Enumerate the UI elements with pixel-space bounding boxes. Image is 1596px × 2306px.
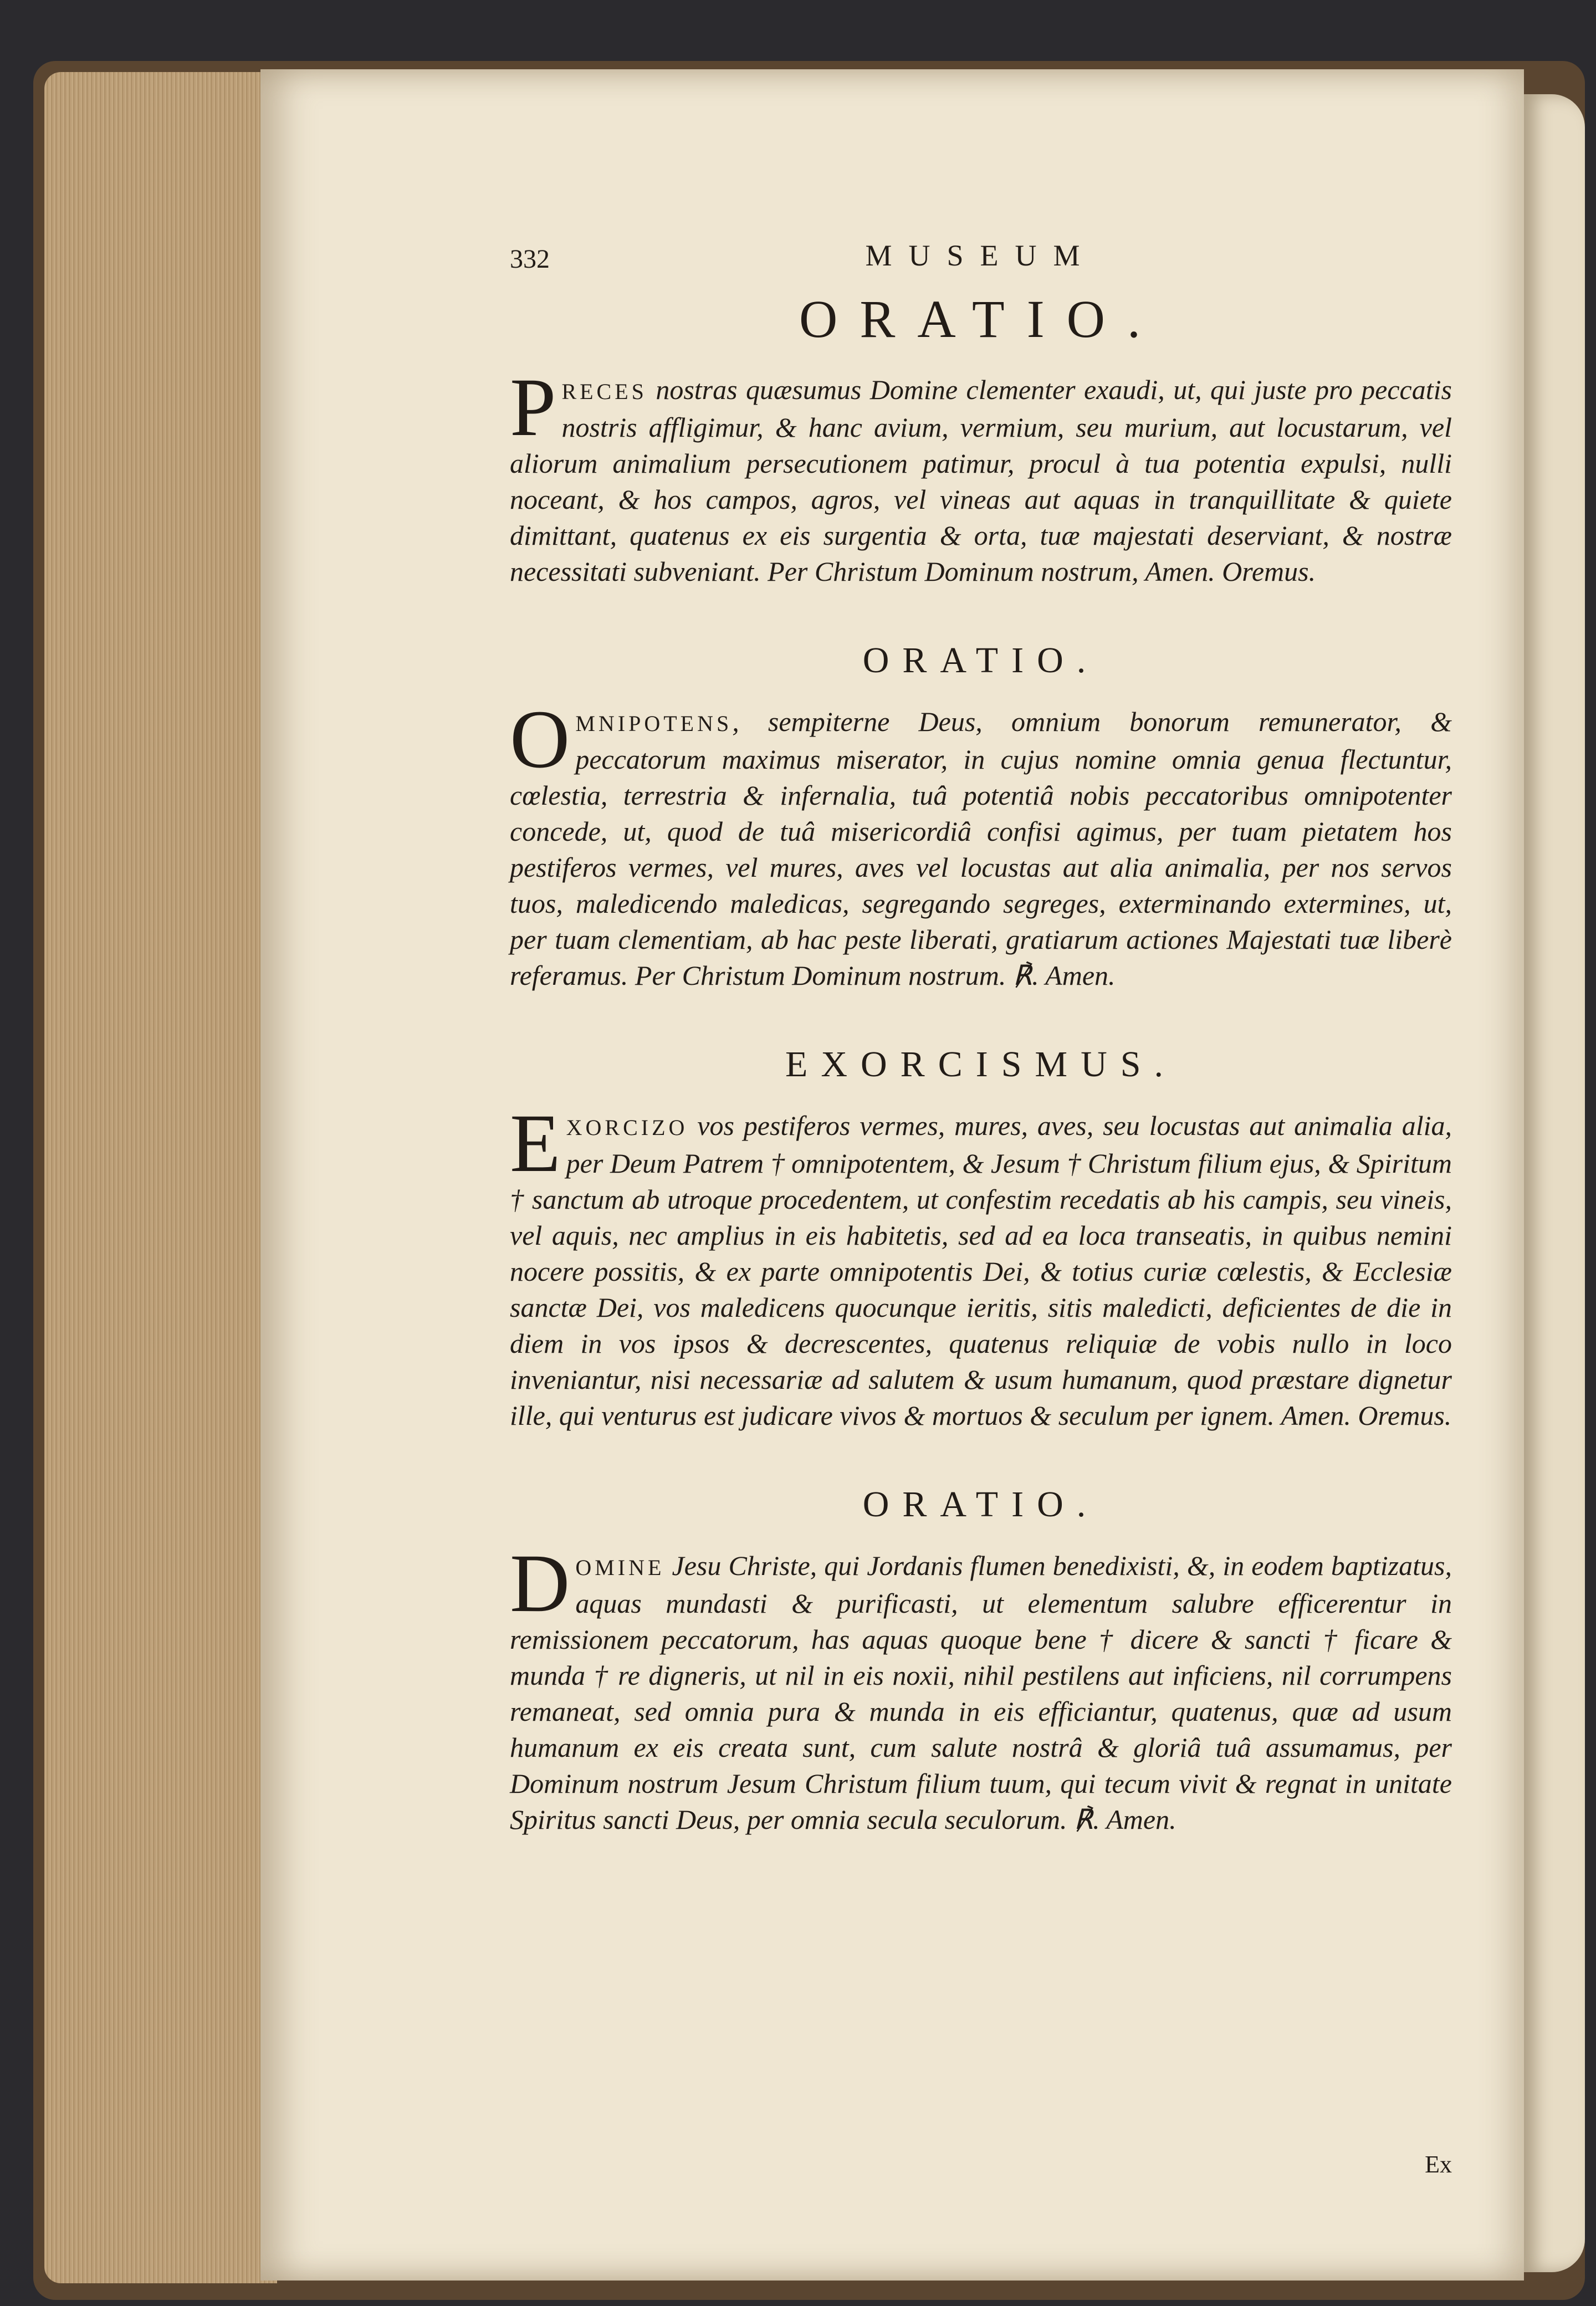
page-number: 332 (510, 244, 550, 274)
body-text-2: , sempiterne Deus, omnium bonorum remunerator, & peccatorum maximus miserator, in cujus nomine omnia genua flectuntur, cœlestia, terrestria & infernalia, tuâ potentiâ nobis peccatoribus omnipotenter concede, ut, quod de tuâ misericordiâ confisi agimus, per tuam pietatem hos pestiferos vermes, vel mures, aves vel locustas aut alia animalia, per nos servos tuos, maledicendo maledicas, segregando segreges, exterminando extermines, ut, per tuam clementiam, ab hac peste liberati, gratiarum actiones Majestati tuæ liberè referamus. Per Christum Dominum nostrum. ℟. Amen. (510, 706, 1452, 991)
section-text-2 (510, 693, 1452, 994)
body-text-3: vos pestiferos vermes, mures, aves, seu locustas aut animalia alia, per Deum Patrem † omnipotentem, & Jesum † Christum filium ejus, & Spiritum † sanctum ab utroque procedentem, ut confestim recedatis ab his campis, seu vineis, vel aquis, nec amplius in eis habitetis, sed ad ea loca transeatis, in quibus nemini nocere possitis, & ex parte omnipotentis Dei, & totius curiæ cœlestis, & Ecclesiæ sanctæ Dei, vos maledicens quocunque ieritis, sitis maledicti, deficientes de die in diem in vos ipsos & decrescentes, quatenus reliquiæ de vobis nullo in loco inveniantur, nisi necessariæ ad salutem & usum humanum, quod præstare dignetur ille, qui venturus est judicare vivos & mortuos & seculum per ignem. Amen. Oremus. (510, 1110, 1452, 1431)
drop-cap-1: P (510, 361, 556, 453)
drop-cap-4: D (510, 1537, 570, 1629)
drop-cap-3: E (510, 1097, 561, 1189)
running-title: MUSEUM (865, 239, 1097, 272)
facing-page-edge (1524, 94, 1585, 2272)
body-text-1: nostras quæsumus Domine clementer exaudi, ut, qui juste pro peccatis nostris affligimur, & hanc avium, vermium, seu murium, aut locustarum, vel aliorum animalium persecutionem patimur, procul à tua potentia expulsi, nulli noceant, & hos campos, agros, vel vineas aut aquas in tranquillitate & quiete dimittant, quatenus ex eis surgentia & orta, tuæ majestati deserviant, & nostræ necessitati subveniant. Per Christum Dominum nostrum, Amen. Oremus. (510, 374, 1452, 587)
first-word-2: MNIPOTENS (575, 711, 733, 736)
body-text-4: Jesu Christe, qui Jordanis flumen benedixisti, &, in eodem baptizatus, aquas mundasti & purificasti, ut elementum salubre efficerentur in remissionem peccatorum, has aquas quoque bene † dicere & sancti † ficare & munda † re digneris, ut nil in eis noxii, nihil pestilens aut inficiens, nil corrumpens remaneat, sed omnia pura & munda in eis efficiantur, quatenus, quæ ad usum humanum ex eis creata sunt, cum salute nostrâ & gloriâ tuâ assumamus, per Dominum nostrum Jesum Christum filium tuum, qui tecum vivit & regnat in unitate Spiritus sancti Deus, per omnia secula seculorum. ℟. Amen. (510, 1550, 1452, 1835)
first-word-4: OMINE (575, 1555, 665, 1580)
drop-cap-2: O (510, 693, 570, 785)
section-title-4: ORATIO. (862, 1484, 1099, 1525)
section-title-1: ORATIO. (799, 289, 1163, 349)
page-content (510, 233, 1452, 2178)
section-text-3 (510, 1097, 1452, 1434)
section-text-4 (510, 1537, 1452, 1838)
first-word-3: XORCIZO (566, 1115, 688, 1140)
page-edges (44, 72, 277, 2283)
section-title-3: EXORCISMUS. (785, 1044, 1176, 1085)
first-word-1: RECES (561, 379, 647, 404)
section-text-1 (510, 361, 1452, 590)
running-head (510, 233, 1452, 283)
section-title-2: ORATIO. (862, 640, 1099, 681)
catchword: Ex (1425, 2151, 1452, 2178)
